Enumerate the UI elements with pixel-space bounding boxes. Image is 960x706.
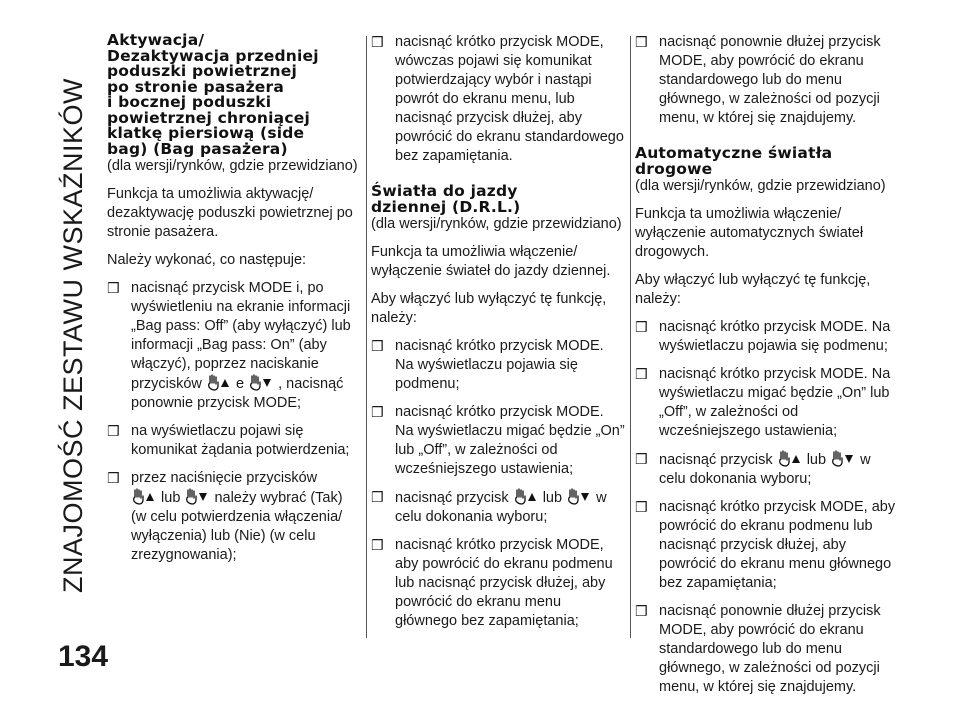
checkbox-bullet: ❒ [635,451,648,467]
hand-press-down-button-icon [831,450,855,467]
checkbox-bullet: ❒ [371,34,384,50]
hand-press-down-button-icon [185,488,209,505]
column-1 [107,33,361,574]
paragraph: Aby włączyć lub wyłączyć tę funkcję, należy: [371,291,607,326]
list-item: ❒ nacisnąć krótko przycisk MODE. Na wyświetlaczu migać będzie „On” lub „Off”, w zależności od wcześniejszego ustawienia; [635,366,891,439]
paragraph: Funkcja ta umożliwia aktywację/ dezaktywację poduszki powietrznej po stronie pasażera. [107,186,353,240]
checkbox-bullet: ❒ [107,280,120,296]
list-item: ❒ przez naciśnięcie przycisków lub należy wybrać (Tak) (w celu potwierdzenia włączenia/ wyłączenia) lub (Nie) (w celu zrezygnowania); [107,470,343,563]
list-item: ❒ nacisnąć przycisk MODE i, po wyświetleniu na ekranie informacji „Bag pass: Off” (aby wyłączyć) lub informacji „Bag pass: On” (aby włączyć), poprzez naciskanie przycisków e , nacisnąć ponownie przycisk MODE; [107,280,351,411]
list-item: ❒ nacisnąć krótko przycisk MODE, aby powrócić do ekranu podmenu lub nacisnąć przycisk dłużej, aby powrócić do ekranu menu głównego bez zapamiętania; [371,537,613,629]
hand-press-up-button-icon [514,488,538,505]
list-item: ❒ nacisnąć krótko przycisk MODE, aby powrócić do ekranu podmenu lub nacisnąć przycisk dłużej, aby powrócić do ekranu menu głównego bez zapamiętania; [635,499,896,591]
list-item: ❒ nacisnąć ponownie dłużej przycisk MODE, aby powrócić do ekranu standardowego lub do menu głównego, w zależności od pozycji menu, w której się znajdujemy. [635,603,881,695]
page-number: 134 [58,640,109,673]
section-subtitle: (dla wersji/rynków, gdzie przewidziano) [635,178,886,194]
hand-press-down-button-icon [249,374,273,391]
checkbox-bullet: ❒ [371,489,384,505]
checkbox-bullet: ❒ [371,537,384,553]
list-item: ❒ na wyświetlaczu pojawi się komunikat żądania potwierdzenia; [107,423,350,458]
paragraph: Aby włączyć lub wyłączyć tę funkcję, należy: [635,272,871,307]
column-3 [635,33,897,706]
step-list [107,279,361,565]
column-2 [371,33,625,640]
checkbox-bullet: ❒ [635,499,648,515]
section-heading-drl: Światła do jazdy dziennej (D.R.L.) [371,182,521,216]
paragraph: Funkcja ta umożliwia włączenie/ wyłączenie automatycznych świateł drogowych. [635,206,864,260]
paragraph: Funkcja ta umożliwia włączenie/ wyłączenie świateł do jazdy dziennej. [371,244,611,279]
chapter-title: ZNAJOMOŚĆ ZESTAWU WSKAŹNIKÓW [57,77,88,593]
list-item: ❒ nacisnąć ponownie dłużej przycisk MODE, aby powrócić do ekranu standardowego lub do menu głównego, w zależności od pozycji menu, w której się znajdujemy. [635,34,881,126]
checkbox-bullet: ❒ [107,423,120,439]
hand-press-up-button-icon [132,488,156,505]
checkbox-bullet: ❒ [371,404,384,420]
step-list [635,318,897,697]
list-item: ❒ nacisnąć przycisk lub w celu dokonania wyboru; [371,489,607,525]
list-item: ❒ nacisnąć krótko przycisk MODE. Na wyświetlaczu pojawia się podmenu; [635,319,891,354]
column-divider [366,36,367,638]
list-item: ❒ nacisnąć krótko przycisk MODE. Na wyświetlaczu pojawia się podmenu; [371,338,604,392]
step-list [371,33,625,166]
list-item: ❒ nacisnąć krótko przycisk MODE, wówczas pojawi się komunikat potwierdzający wybór i nastąpi powrót do ekranu menu, lub nacisnąć przycisk dłużej, aby powrócić do ekranu standardowego bez zapamiętania. [371,34,624,164]
checkbox-bullet: ❒ [371,338,384,354]
section-heading-auto-high-beam: Automatyczne światła drogowe [635,144,833,178]
section-subtitle: (dla wersji/rynków, gdzie przewidziano) [371,216,622,232]
step-list [371,337,625,631]
paragraph: Należy wykonać, co następuje: [107,252,307,268]
checkbox-bullet: ❒ [635,34,648,50]
column-divider [630,36,631,638]
chapter-title-vertical [53,30,93,640]
list-item: ❒ nacisnąć przycisk lub w celu dokonania wyboru; [635,451,871,487]
hand-press-up-button-icon [778,450,802,467]
section-heading-airbag: Aktywacja/ Dezaktywacja przedniej poduszki powietrznej po stronie pasażera i bocznej poduszki powietrznej chroniącej klatkę piersiową (side bag) (Bag pasażera) [107,31,319,158]
checkbox-bullet: ❒ [635,366,648,382]
section-subtitle: (dla wersji/rynków, gdzie przewidziano) [107,158,358,174]
checkbox-bullet: ❒ [107,470,120,486]
step-list [635,33,897,128]
list-item: ❒ nacisnąć krótko przycisk MODE. Na wyświetlaczu migać będzie „On” lub „Off”, w zależności od wcześniejszego ustawienia; [371,404,625,477]
checkbox-bullet: ❒ [635,319,648,335]
hand-press-up-button-icon [207,374,231,391]
checkbox-bullet: ❒ [635,603,648,619]
hand-press-down-button-icon [567,488,591,505]
